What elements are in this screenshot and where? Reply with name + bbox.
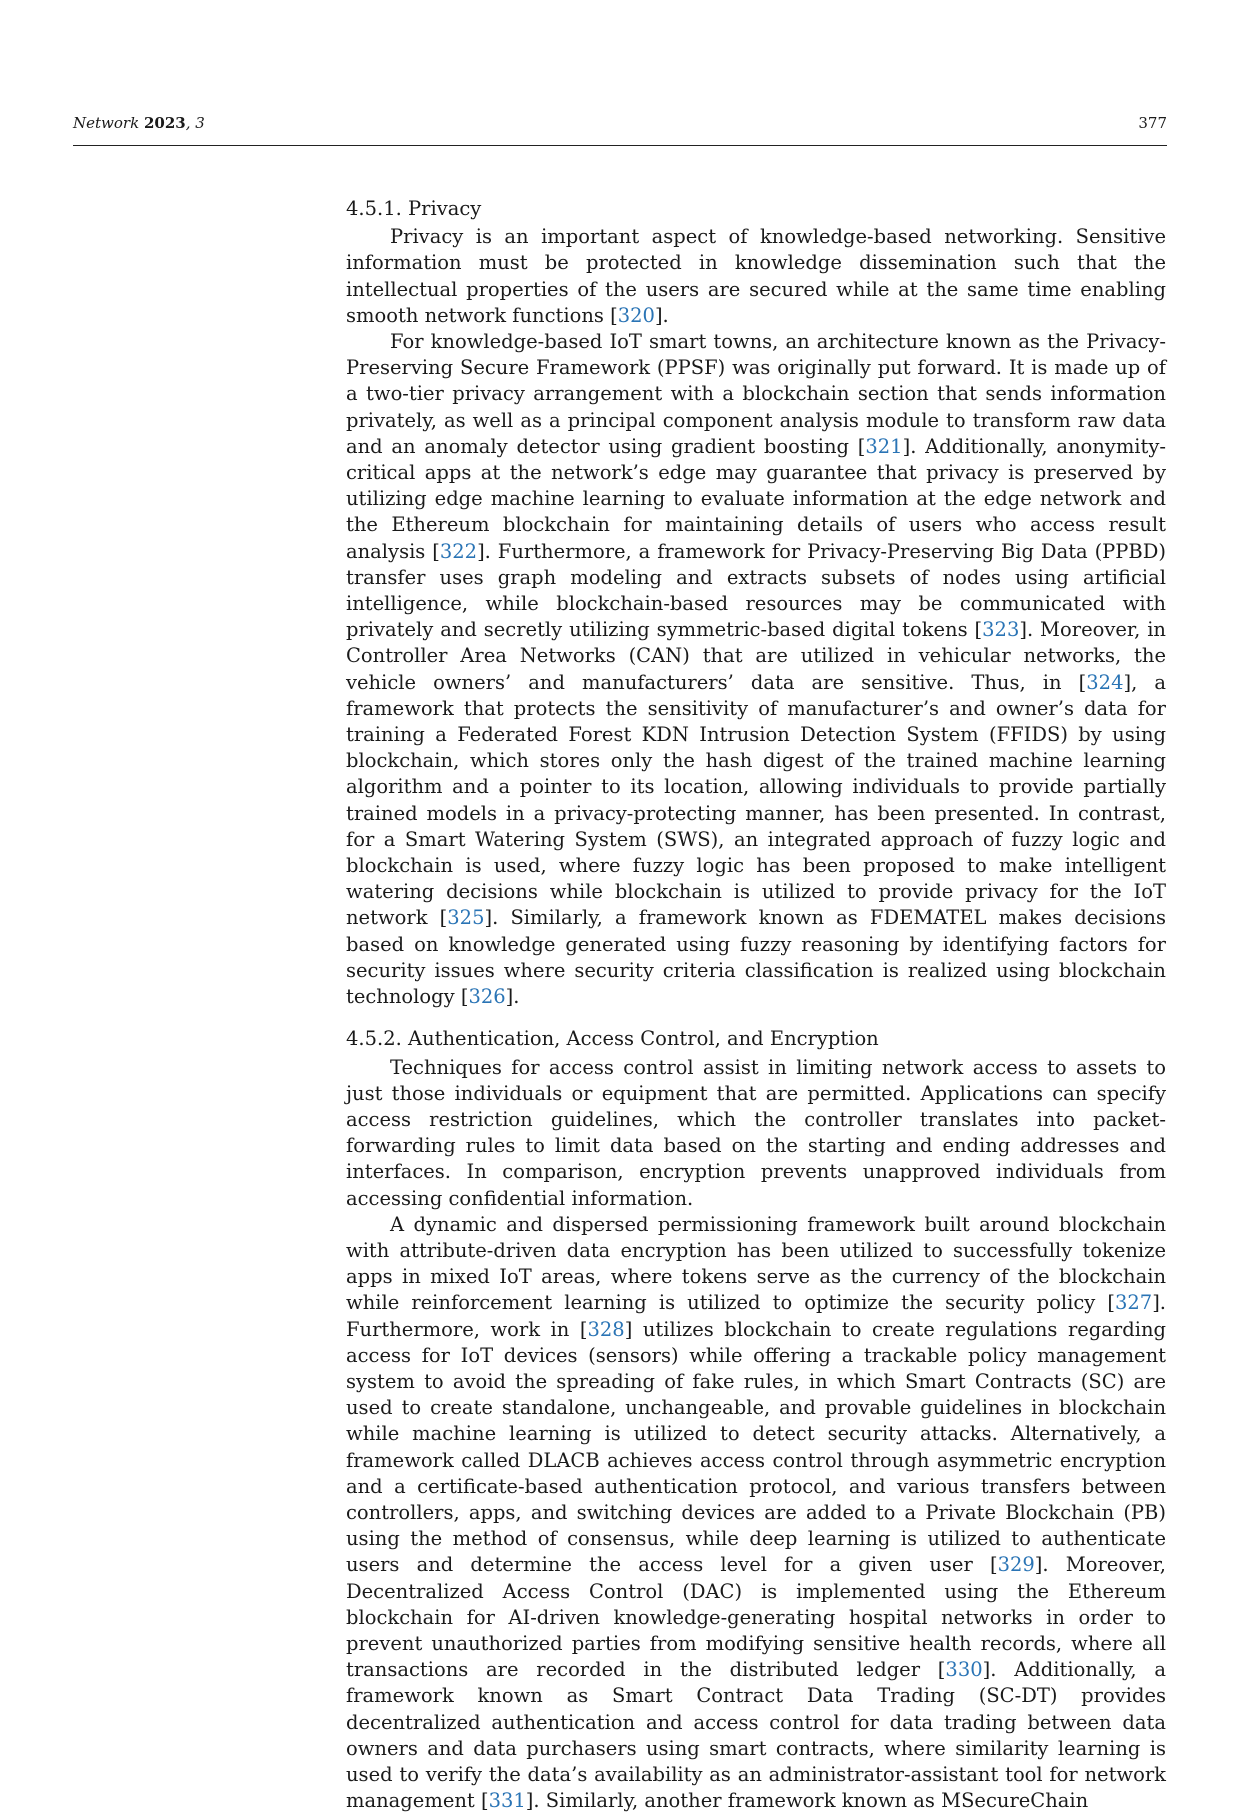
citation-link[interactable]: 321 — [865, 434, 903, 458]
journal-citation — [73, 114, 205, 132]
paragraph: A dynamic and dispersed permissioning framework built around blockchain with attribute-driven data encryption has been utilized to successfully tokenize apps in mixed IoT areas, where tokens serve as the currency of the blockchain while reinforcement learning is utilized to optimize the security policy [327]. Furthermore, work in [328] utilizes blockchain to create regulations regarding access for IoT devices (sensors) while offering a trackable policy management system to avoid the spreading of fake rules, in which Smart Contracts (SC) are used to create standalone, unchangeable, and provable guidelines in blockchain while machine learning is utilized to detect security attacks. Alternatively, a framework called DLACB achieves access control through asymmetric encryption and a certificate-based authentication protocol, and various transfers between controllers, apps, and switching devices are added to a Private Blockchain (PB) using the method of consensus, while deep learning is utilized to authenticate users and determine the access level for a given user [329]. Moreover, Decentralized Access Control (DAC) is implemented using the Ethereum blockchain for AI-driven knowledge-generating hospital networks in order to prevent unauthorized parties from modifying sensitive health records, where all transactions are recorded in the distributed ledger [330]. Additionally, a framework known as Smart Contract Data Trading (SC-DT) provides decentralized authentication and access control for data trading between data owners and data purchasers using smart contracts, where similarity learning is used to verify the data’s availability as an administrator-assistant tool for network management [331]. Similarly, another framework known as MSecureChain — [346, 1212, 1167, 1813]
header-rule — [73, 145, 1167, 146]
citation-link[interactable]: 327 — [1114, 1291, 1153, 1315]
journal-name: Network — [73, 114, 140, 132]
citation-link[interactable]: 324 — [1086, 670, 1124, 694]
paragraph: For knowledge-based IoT smart towns, an architecture known as the Privacy-Preserving Secure Framework (PPSF) was originally put forward. It is made up of a two-tier privacy arrangement with a blockchain section that sends information privately, as well as a principal component analysis module to transform raw data and an anomaly detector using gradient boosting [321]. Additionally, anonymity-critical apps at the network’s edge may guarantee that privacy is preserved by utilizing edge machine learning to evaluate information at the edge network and the Ethereum blockchain for maintaining details of users who access result analysis [322]. Furthermore, a framework for Privacy-Preserving Big Data (PPBD) transfer uses graph modeling and extracts subsets of nodes using artificial intelligence, while blockchain-based resources may be communicated with privately and secretly utilizing symmetric-based digital tokens [323]. Moreover, in Controller Area Networks (CAN) that are utilized in vehicular networks, the vehicle owners’ and manufacturers’ data are sensitive. Thus, in [324], a framework that protects the sensitivity of manufacturer’s and owner’s data for training a Federated Forest KDN Intrusion Detection System (FFIDS) by using blockchain, which stores only the hash digest of the trained machine learning algorithm and a pointer to its location, allowing individuals to provide partially trained models in a privacy-protecting manner, has been presented. In contrast, for a Smart Watering System (SWS), an integrated approach of fuzzy logic and blockchain is used, where fuzzy logic has been proposed to make intelligent watering decisions while blockchain is utilized to provide privacy for the IoT network [325]. Similarly, a framework known as FDEMATEL makes decisions based on knowledge generated using fuzzy reasoning by identifying factors for security issues where security criteria classification is realized using blockchain technology [326]. — [346, 330, 1167, 1009]
citation-link[interactable]: 331 — [488, 1789, 526, 1813]
citation-link[interactable]: 325 — [447, 906, 485, 930]
journal-year: 2023 — [143, 114, 186, 132]
paragraph: Privacy is an important aspect of knowledge-based networking. Sensitive information must be protected in knowledge dissemination such that the intellectual properties of the users are secured while at the same time enabling smooth network functions [320]. — [346, 225, 1166, 327]
citation-link[interactable]: 320 — [617, 303, 655, 327]
citation-link[interactable]: 329 — [997, 1553, 1035, 1577]
citation-link[interactable]: 326 — [468, 985, 506, 1009]
page-number: 377 — [1138, 114, 1167, 132]
citation-link[interactable]: 322 — [439, 539, 478, 563]
citation-link[interactable]: 328 — [587, 1317, 625, 1341]
citation-link[interactable]: 323 — [982, 618, 1020, 642]
section-heading-authentication: 4.5.2. Authentication, Access Control, and Encryption — [346, 1027, 879, 1051]
journal-volume: , 3 — [185, 114, 205, 132]
page-header — [73, 114, 1167, 136]
paragraph: Techniques for access control assist in limiting network access to assets to just those individuals or equipment that are permitted. Applications can specify access restriction guidelines, which the controller translates into packet-forwarding rules to limit data based on the starting and ending addresses and interfaces. In comparison, encryption prevents unapproved individuals from accessing confidential information. — [346, 1055, 1166, 1210]
main-content — [346, 196, 1166, 1814]
section-heading-privacy: 4.5.1. Privacy — [346, 197, 482, 220]
citation-link[interactable]: 330 — [945, 1658, 983, 1682]
